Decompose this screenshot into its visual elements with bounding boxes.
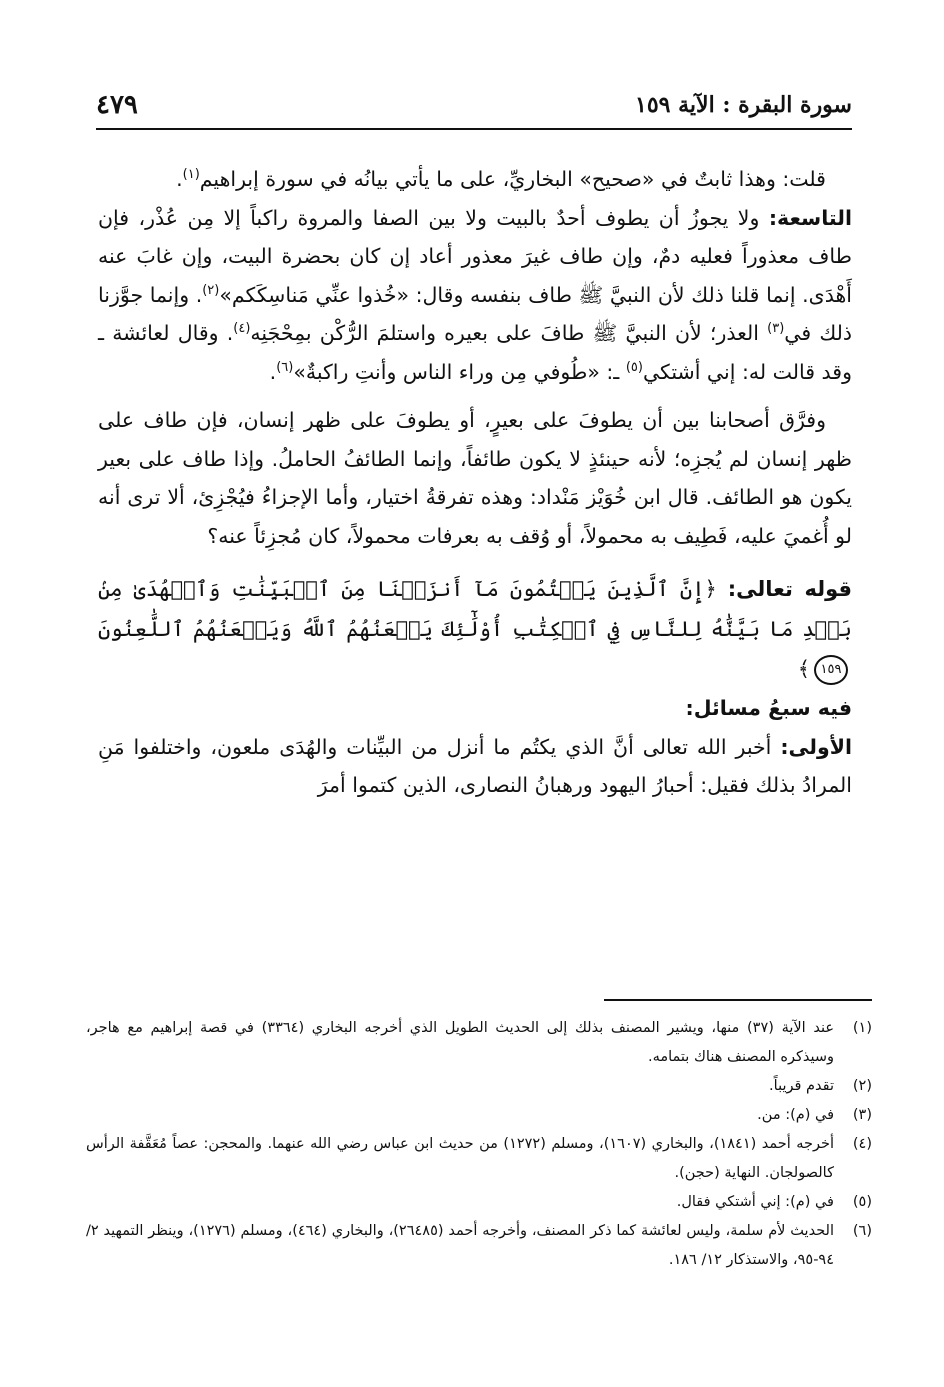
footnote-text: الحديث لأم سلمة، وليس لعائشة كما ذكر المصنف، وأخرجه أحمد (٢٦٤٨٥)، والبخاري (٤٦٤)، ومسلم (١٢٧٦)، وينظر التمهيد ٢/ ٩٤-٩٥، والاستذكار ١٢/ ١٨٦.	[86, 1223, 835, 1268]
footnote-item	[86, 1217, 872, 1275]
paragraph-ninth-issue	[98, 199, 852, 392]
footnote-item	[86, 1072, 872, 1101]
punctuation: .	[176, 167, 183, 191]
footnote-number: (١)	[852, 1020, 872, 1036]
paragraph-text: . وإنما جوَّزنا ذلك في	[98, 282, 852, 345]
paragraph-text: ـ: «طُوفي مِن وراء الناس وأنتِ راكبةٌ»	[293, 359, 626, 384]
paragraph-text: ولا يجوزُ أن يطوف أحدٌ بالبيت ولا بين الصفا والمروة راكباً إلا مِن عُذْر، فإن طاف معذوراً فعليه دمٌ، وإن طاف غيرَ معذور أعاد إن كان بحضرة البيت، وإن غابَ عنه أَهْدَى. إنما قلنا ذلك لأن النبيَّ ﷺ طاف بنفسه وقال: «خُذوا عنِّي مَناسِكَكم»	[98, 205, 852, 307]
footnote-number: (٥)	[852, 1194, 872, 1210]
footnote-ref[interactable]: (٥)	[625, 359, 643, 375]
footnote-ref[interactable]: (٢)	[202, 282, 220, 298]
footnote-item	[86, 1188, 872, 1217]
verse-close-bracket: ﴾	[797, 657, 810, 681]
verse-intro: قوله تعالى:	[727, 577, 852, 601]
paragraph-text: قلت: وهذا ثابتٌ في «صحيح» البخاريِّ، على ما يأتي بيانُه في سورة إبراهيم	[199, 167, 826, 191]
quran-verse	[98, 569, 852, 689]
footnote-item	[86, 1101, 872, 1130]
issue-label: التاسعة:	[768, 205, 852, 230]
paragraph-text: العذر؛ لأن النبيَّ ﷺ طافَ على بعيره واستلمَ الرُّكْن بمِحْجَنِه	[250, 321, 768, 345]
paragraph-note	[98, 160, 852, 199]
footnote-number: (٢)	[852, 1078, 872, 1094]
footnote-item	[86, 1130, 872, 1188]
footnote-ref[interactable]: (٣)	[767, 321, 785, 337]
page-number: ٤٧٩	[96, 90, 138, 120]
footnote-text: تقدم قريباً.	[769, 1078, 834, 1094]
punctuation: .	[269, 359, 277, 384]
running-header	[96, 88, 852, 128]
surah-heading: سورة البقرة : الآية ١٥٩	[635, 92, 852, 118]
paragraph-text: أخبر الله تعالى أنَّ الذي يكتُم ما أنزل من البيِّنات والهُدَى ملعون، واختلفوا مَنِ المرادُ بذلك فقيل: أحبارُ اليهود ورهبانُ النصارى، الذين كتموا أمرَ	[98, 734, 852, 797]
footnote-text: أخرجه أحمد (١٨٤١)، والبخاري (١٦٠٧)، ومسلم (١٢٧٢) من حديث ابن عباس رضي الله عنهما. والمحجن: عصاً مُعَقَّفة الرأس كالصولجان. النهاية (حجن).	[86, 1136, 835, 1181]
footnote-number: (٦)	[852, 1223, 872, 1239]
issues-heading: فيه سبعُ مسائل:	[685, 696, 852, 720]
paragraph-first-issue	[98, 728, 852, 805]
footnote-number: (٤)	[852, 1136, 872, 1152]
footnote-text: في (م): إني أشتكي فقال.	[676, 1194, 834, 1210]
footnote-number: (٣)	[852, 1107, 872, 1123]
verse-text: ﴿إِنَّ ٱلَّذِينَ يَكۡتُمُونَ مَآ أَنزَلۡنَا مِنَ ٱلۡبَيِّنَٰتِ وَٱلۡهُدَىٰ مِنۢ بَعۡدِ مَا بَيَّنَّٰهُ لِلنَّاسِ فِي ٱلۡكِتَٰبِ أُوْلَٰٓئِكَ يَلۡعَنُهُمُ ٱللَّهُ وَيَلۡعَنُهُمُ ٱللَّٰعِنُونَ	[98, 577, 852, 641]
paragraph-text: . وقال لعائشة ـ وقد قالت له: إني أشتكي	[98, 321, 852, 384]
footnote-item	[86, 1014, 872, 1072]
footnote-text: في (م): من.	[757, 1107, 834, 1123]
footnote-divider	[604, 999, 872, 1001]
footnotes	[86, 1014, 872, 1275]
footnote-ref[interactable]: (٤)	[233, 321, 251, 337]
paragraph-distinction: وفرَّق أصحابنا بين أن يطوفَ على بعيرٍ، أو يطوفَ على ظهر إنسان، فإن طاف على ظهر إنسان لم يُجزِه؛ لأنه حينئذٍ لا يكون طائفاً، وإنما الطائفُ الحاملُ. وإذا طاف على بعير يكون هو الطائف. قال ابن خُوَيْز مَنْداد: وهذه تفرقةُ اختيار، وأما الإجزاءُ فيُجْزِئ، ألا ترى أنه لو أُغميَ عليه، فَطِيف به محمولاً، أو وُقف به بعرفات محمولاً، كان مُجزِئاً عنه؟	[98, 408, 852, 548]
ayah-number-marker: ١٥٩	[814, 655, 848, 685]
footnote-ref[interactable]: (١)	[182, 167, 200, 183]
footnote-text: عند الآية (٣٧) منها، ويشير المصنف بذلك إلى الحديث الطويل الذي أخرجه البخاري (٣٣٦٤) في قصة إبراهيم مع هاجر، وسيذكره المصنف هناك بتمامه.	[86, 1020, 834, 1065]
footnote-ref[interactable]: (٦)	[276, 359, 294, 375]
header-divider	[96, 128, 852, 130]
main-text	[98, 160, 852, 805]
issue-label: الأولى:	[780, 734, 852, 759]
